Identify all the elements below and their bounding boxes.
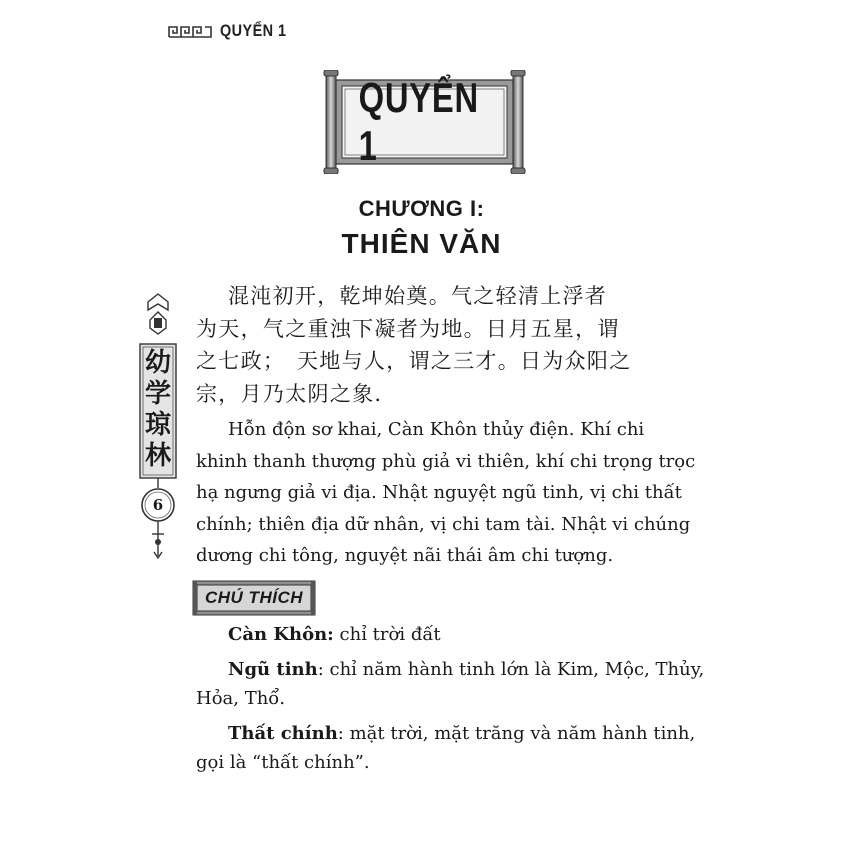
- note-item: [196, 719, 696, 777]
- volume-banner: [322, 70, 527, 174]
- chinese-line: 宗，月乃太阴之象.: [196, 381, 383, 406]
- note-line: [196, 719, 696, 748]
- side-title-char: 琼: [144, 410, 171, 440]
- notes-label-text: CHÚ THÍCH: [205, 588, 303, 607]
- chinese-paragraph: [196, 280, 656, 410]
- text-line: chính; thiên địa dữ nhân, vị chi tam tài. Nhật vi chúng: [196, 513, 691, 535]
- note-item: [196, 655, 705, 713]
- chinese-line: 之七政； 天地与人，谓之三才。日为众阳之: [196, 349, 632, 373]
- note-item: [196, 620, 656, 649]
- side-title-chars: [141, 348, 175, 472]
- side-title-char: 幼: [144, 348, 171, 378]
- running-header: [168, 18, 298, 44]
- notes-label: [192, 580, 316, 616]
- fret-ornament-icon: [168, 23, 212, 39]
- text-line: Hỗn độn sơ khai, Càn Khôn thủy điện. Khí chi: [228, 419, 645, 440]
- banner-title: QUYỂN 1: [358, 74, 479, 169]
- side-title-char: 林: [144, 441, 171, 471]
- note-definition: chỉ trời đất: [333, 624, 441, 645]
- note-line: Hỏa, Thổ.: [196, 688, 286, 709]
- chapter-title: THIÊN VĂN: [341, 228, 502, 259]
- chinese-line: 混沌初开，乾坤始奠。气之轻清上浮者: [228, 284, 608, 308]
- chapter-number: CHƯƠNG I:: [358, 196, 485, 221]
- running-header-label: QUYỂN 1: [220, 21, 287, 40]
- text-line: hạ ngưng giả vi địa. Nhật nguyệt ngũ tinh, vị chi thất: [196, 482, 682, 503]
- notes-list: [196, 620, 705, 783]
- text-line: dương chi tông, nguyệt nãi thái âm chi tượng.: [196, 545, 614, 566]
- side-title-char: 学: [144, 379, 171, 409]
- chinese-line: 为天，气之重浊下凝者为地。日月五星，谓: [196, 316, 620, 341]
- note-definition: : chỉ năm hành tinh lớn là Kim, Mộc, Thủy,: [317, 659, 705, 680]
- page-number: 6: [152, 496, 164, 514]
- transliteration-paragraph: [196, 414, 696, 572]
- note-term: Ngũ tinh: [228, 659, 318, 680]
- note-term: Càn Khôn:: [228, 624, 334, 645]
- side-title-column: [138, 290, 178, 560]
- note-line: [196, 655, 705, 684]
- note-term: Thất chính: [228, 723, 338, 744]
- note-line: [196, 620, 656, 649]
- text-line: khinh thanh thượng phù giả vi thiên, khí chi trọng trọc: [196, 450, 696, 472]
- note-line: gọi là “thất chính”.: [196, 752, 370, 773]
- note-definition: : mặt trời, mặt trăng và năm hành tinh,: [337, 723, 696, 744]
